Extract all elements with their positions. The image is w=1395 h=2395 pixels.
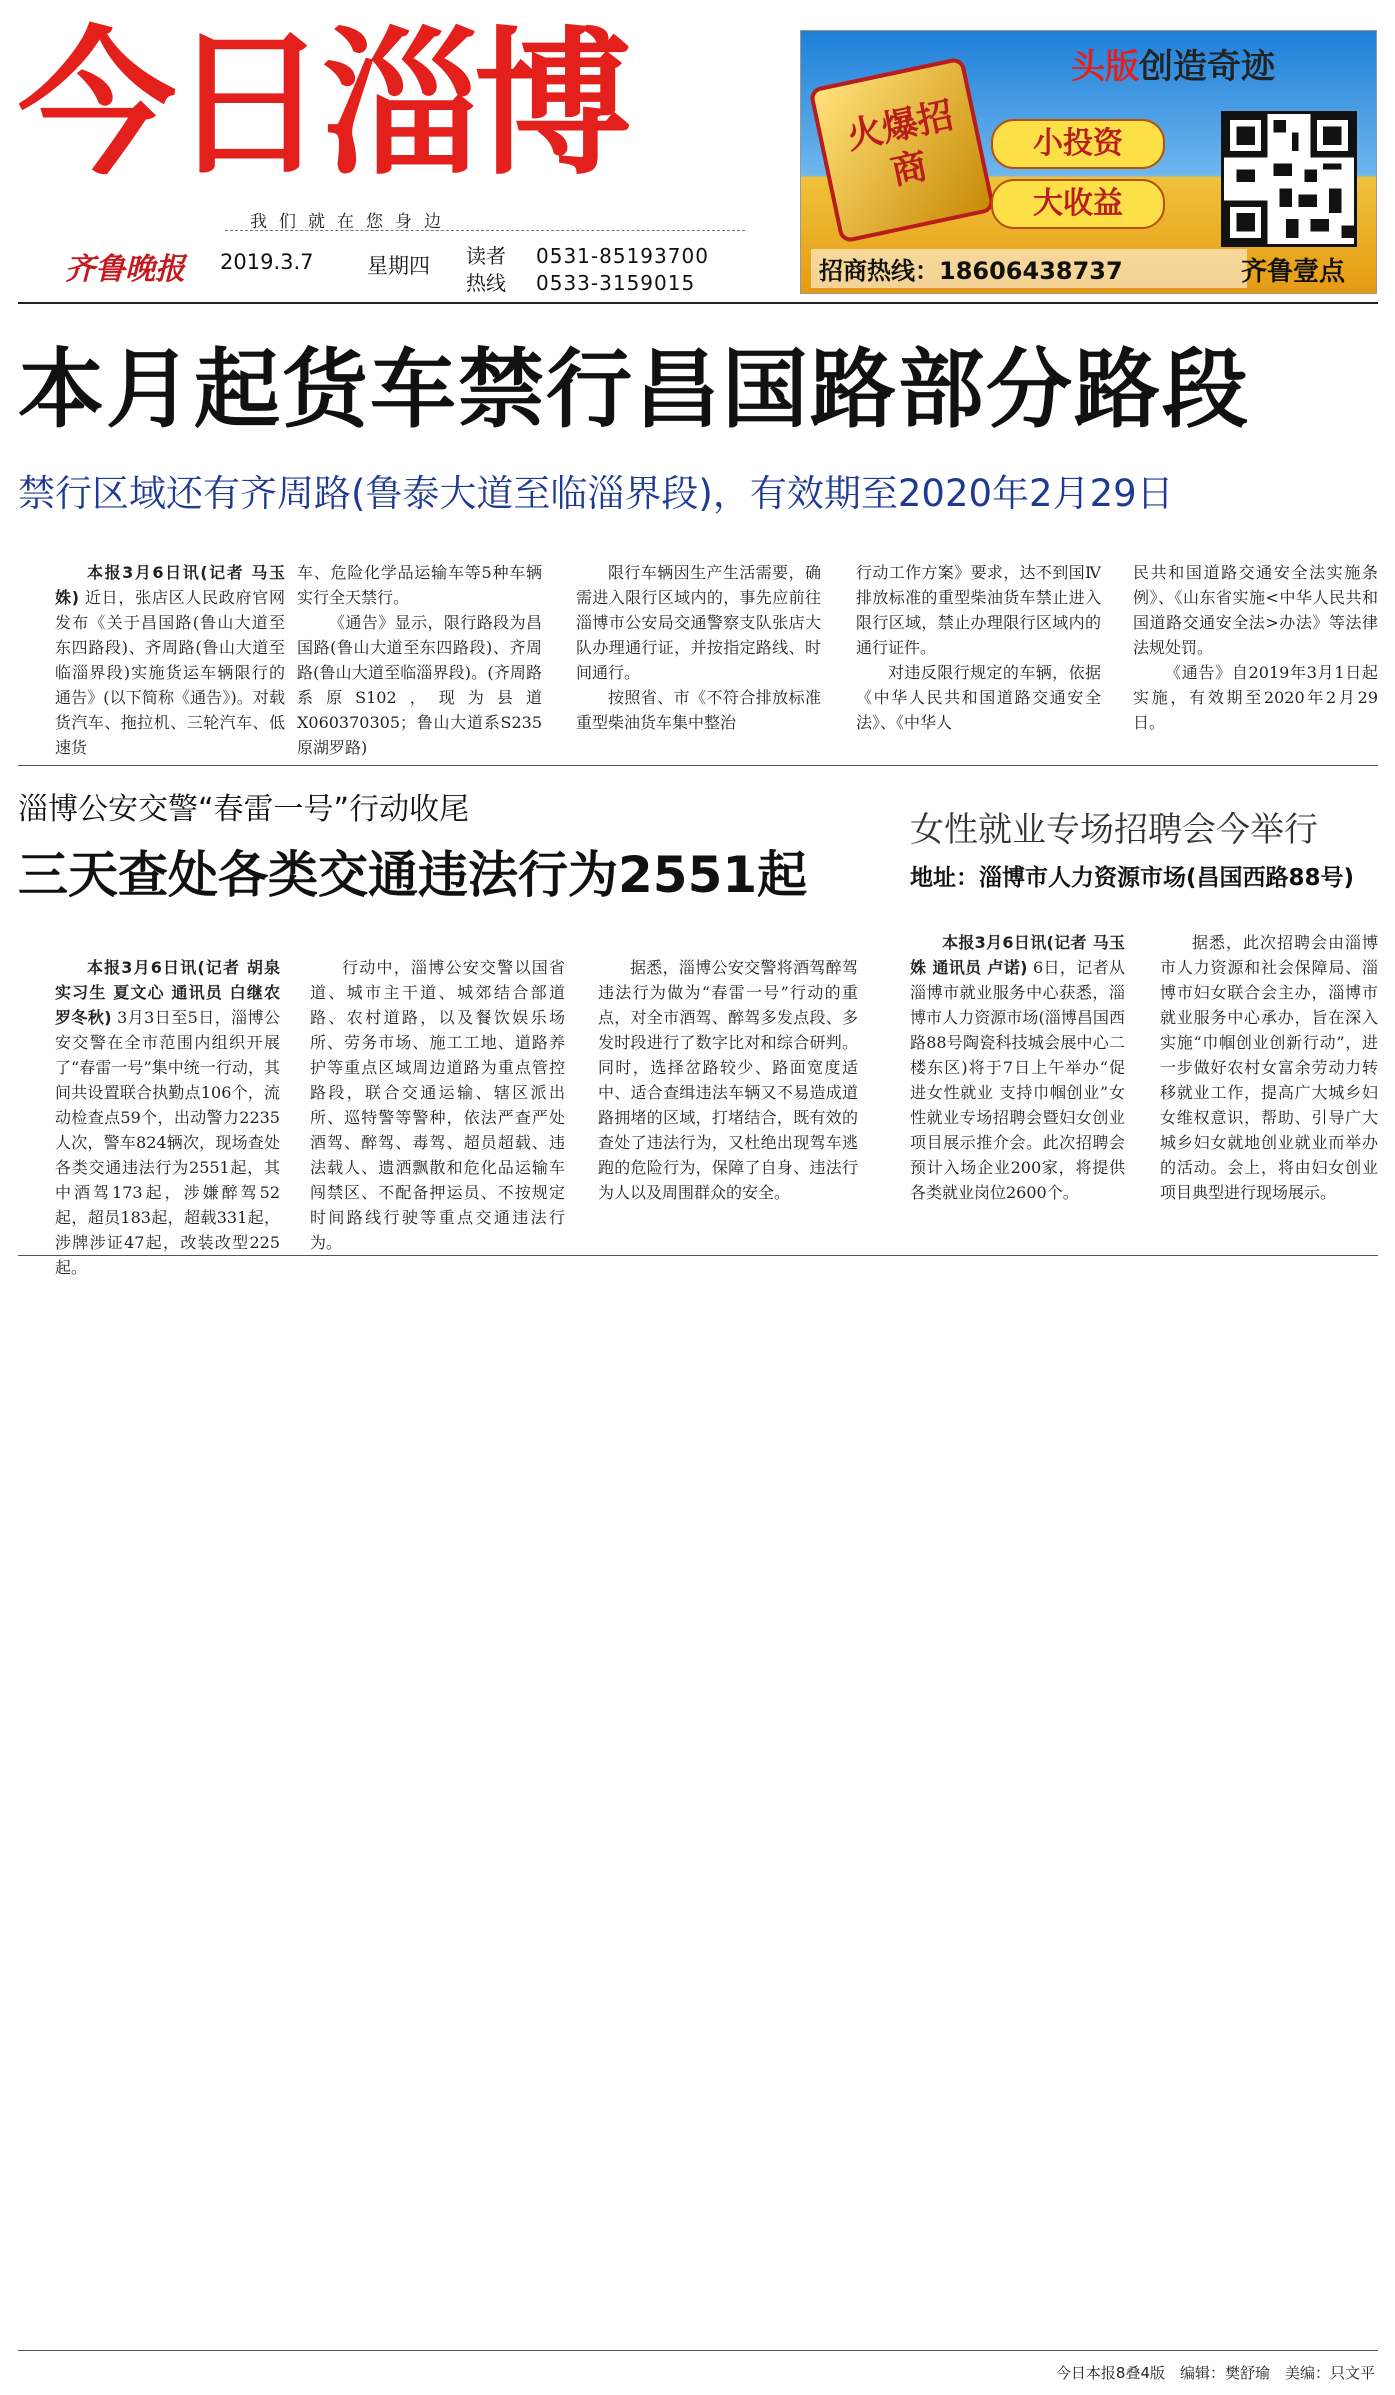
ad-headline-red: 头版 [1071,47,1139,87]
story2-column-1 [55,955,280,1280]
story1-col4-text-a: 行动工作方案》要求，达不到国Ⅳ排放标准的重型柴油货车禁止进入限行区域，禁止办理限行区域内的通行证件。 [856,563,1101,657]
story1-column-3 [576,560,821,735]
story1-byline: 本报3月6日讯(记者 马玉姝) [55,563,285,607]
story1-column-1 [55,560,285,760]
story1-col5-text-a: 民共和国道路交通安全法实施条例》、《山东省实施<中华人民共和国道路交通安全法>办法》等法律法规处罚。 [1133,563,1378,657]
story2-col2-text: 行动中，淄博公安交警以国省道、城市主干道、城郊结合部道路、农村道路，以及餐饮娱乐场所、劳务市场、施工工地、道路养护等重点区域周边道路为重点管控路段，联合交通运输、辖区派出所、巡特警等警种，依法严查严处酒驾、醉驾、毒驾、超员超载、违法载人、遗洒飘散和危化品运输车闯禁区、不配备押运员、不按规定时间路线行驶等重点交通违法行为。 [310,958,565,1252]
ad-brand-logo: 齐鲁壹点 [1241,257,1346,287]
phone-number-2: 0533-3159015 [536,271,696,295]
story2-column-2 [310,955,565,1255]
ad-hotline: 招商热线：18606438737 [811,249,1247,288]
story2-col3-text: 据悉，淄博公安交警将酒驾醉驾违法行为做为“春雷一号”行动的重点，对全市酒驾、醉驾多发点段、多发时段进行了数字比对和综合研判。同时，选择岔路较少、路面宽度适中、适合查缉违法车辆又不易造成道路拥堵的区域，打堵结合，既有效的查处了违法行为，又杜绝出现驾车逃跑的危险行为，保障了自身、违法行为人以及周围群众的安全。 [598,958,858,1202]
story1-col3-text-a: 限行车辆因生产生活需要，确需进入限行区域内的，事先应前往淄博市公安局交通警察支队张店大队办理通行证，并按指定路线、时间通行。 [576,563,821,682]
masthead-slogan: 我们就在您身边 [250,212,453,232]
story1-subhead: 禁行区域还有齐周路(鲁泰大道至临淄界段)，有效期至2020年2月29日 [18,472,1174,515]
story1-column-5 [1133,560,1378,735]
story1-col2-text-b: 《通告》显示，限行路段为昌国路(鲁山大道至东四路段)、齐周路(鲁山大道至临淄界段)。(齐周路系原S102，现为县道X060370305；鲁山大道系S235原湖罗路) [297,613,542,757]
issue-date: 2019.3.7 [220,250,314,274]
story1-divider [18,765,1378,766]
story1-col4-text-b: 对违反限行规定的车辆，依据《中华人民共和国道路交通安全法》、《中华人 [856,663,1101,732]
story2-divider [18,1255,1378,1256]
story1-column-4 [856,560,1101,735]
story1-col3-text-b: 按照省、市《不符合排放标准重型柴油货车集中整治 [576,688,821,732]
page-footer: 今日本报8叠4版 编辑：樊舒瑜 美编：只文平 [1055,2364,1375,2382]
issue-weekday: 星期四 [367,254,430,278]
footer-divider [18,2350,1378,2351]
ad-pill-investment: 小投资 [991,119,1165,169]
story2-byline: 本报3月6日讯(记者 胡泉 实习生 夏文心 通讯员 白继农 罗冬秋) [55,958,280,1027]
story1-col1-text: 近日，张店区人民政府官网发布《关于昌国路(鲁山大道至东四路段)、齐周路(鲁山大道至临淄界段)实施货运车辆限行的通告》(以下简称《通告》)。对载货汽车、拖拉机、三轮汽车、低速货 [55,588,285,757]
hotline-labels [466,243,506,297]
story3-subhead: 地址：淄博市人力资源市场(昌国西路88号) [910,865,1355,891]
qr-code-icon [1221,111,1357,247]
reader-label: 读者 [466,244,506,268]
slogan-divider [225,230,745,231]
ad-headline-black: 创造奇迹 [1139,47,1275,87]
story1-col5-text-b: 《通告》自2019年3月1日起实施，有效期至2020年2月29日。 [1133,663,1378,732]
ad-badge-text: 火爆招商 [842,95,958,194]
ad-badge [808,56,995,243]
story3-column-2 [1160,930,1378,1205]
story3-byline: 本报3月6日讯(记者 马玉姝 通讯员 卢诺) [910,933,1125,977]
masthead-title: 今日淄博 [18,18,626,193]
phone-number-1: 0531-85193700 [536,244,709,268]
masthead-divider [18,302,1378,304]
story1-headline: 本月起货车禁行昌国路部分路段 [18,340,1250,440]
story2-kicker: 淄博公安交警“春雷一号”行动收尾 [18,792,470,827]
story3-col1-text: 6日，记者从淄博市就业服务中心获悉，淄博市人力资源市场(淄博昌国西路88号陶瓷科技城会展中心二楼东区)将于7日上午举办“促进女性就业 支持巾帼创业”女性就业专场招聘会暨妇女创业项目展示推介会。此次招聘会预计入场企业200家，将提供各类就业岗位2600个。 [910,958,1125,1202]
story3-col2-text: 据悉，此次招聘会由淄博市人力资源和社会保障局、淄博市妇女联合会主办，淄博市就业服务中心承办，旨在深入实施“巾帼创业创新行动”，进一步做好农村女富余劳动力转移就业工作，提高广大城乡妇女维权意识，帮助、引导广大城乡妇女就地创业就业而举办的活动。会上，将由妇女创业项目典型进行现场展示。 [1160,933,1378,1202]
story3-headline: 女性就业专场招聘会今举行 [910,810,1318,850]
hotline-values [536,243,709,297]
paper-name-logo: 齐鲁晚报 [65,252,185,287]
story2-headline: 三天查处各类交通违法行为2551起 [18,846,808,904]
story2-col1-text: 3月3日至5日，淄博公安交警在全市范围内组织开展了“春雷一号”集中统一行动，其间共设置联合执勤点106个，流动检查点59个，出动警力2235人次，警车824辆次，现场查处各类交通违法行为2551起，其中酒驾173起，涉嫌醉驾52起，超员183起，超载331起，涉牌涉证47起，改装改型225起。 [55,1008,280,1277]
story1-column-2 [297,560,542,760]
ad-headline [1071,39,1275,88]
ad-pill-return: 大收益 [991,179,1165,229]
story1-col2-text-a: 车、危险化学品运输车等5种车辆实行全天禁行。 [297,563,542,607]
story2-column-3 [598,955,858,1205]
hotline-label: 热线 [466,271,506,295]
story3-column-1 [910,930,1125,1205]
advertisement[interactable] [800,30,1377,294]
